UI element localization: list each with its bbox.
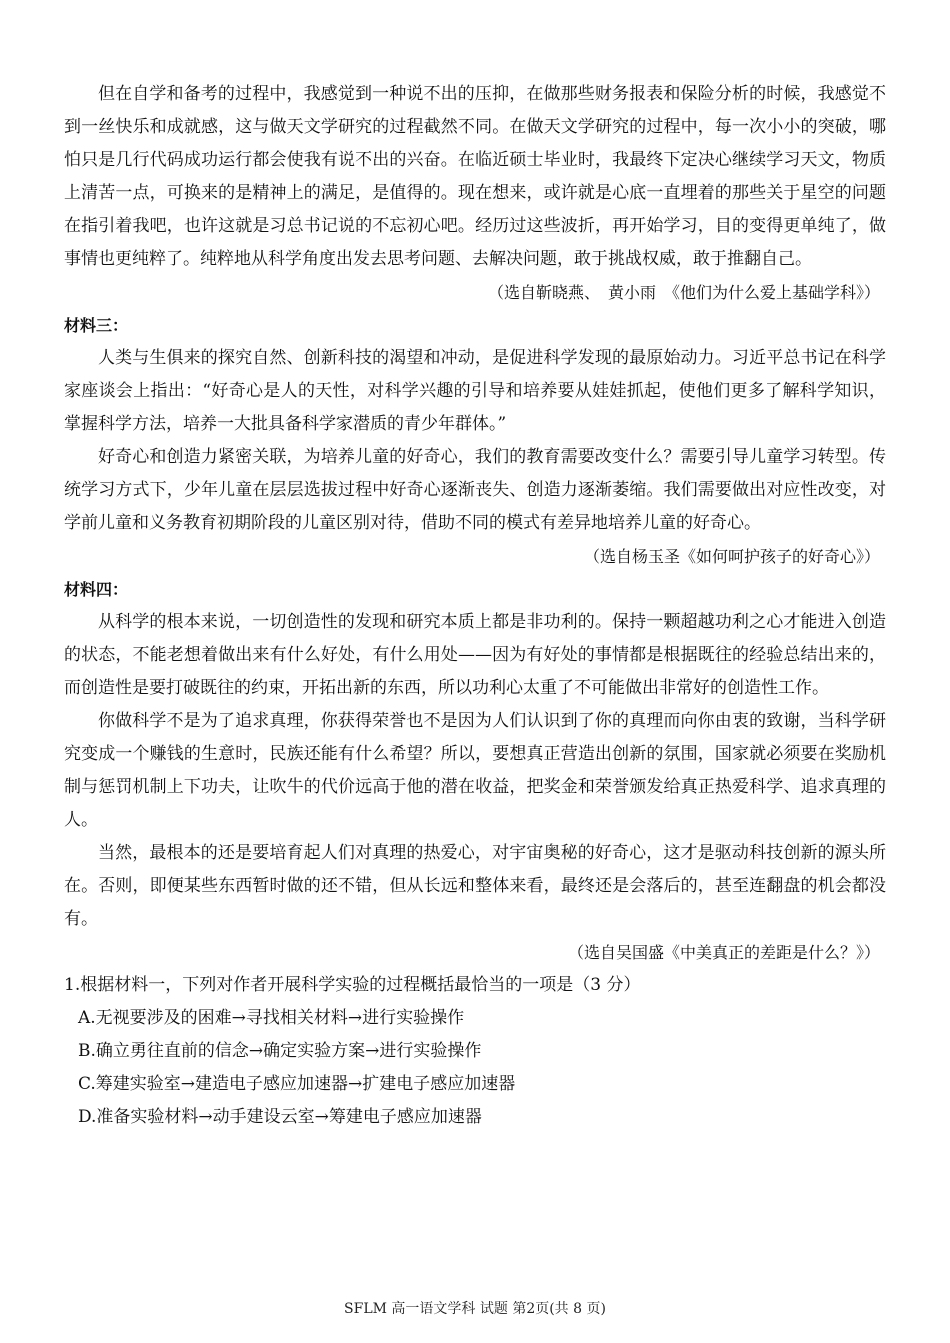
material3-heading: 材料三：	[64, 316, 129, 335]
material3-paragraph-2: 好奇心和创造力紧密关联，为培养儿童的好奇心，我们的教育需要改变什么？需要引导儿童学习转型。传统学习方式下，少年儿童在层层选拔过程中好奇心逐渐丧失、创造力逐渐萎缩。我们需要做出对应性改变，对学前儿童和义务教育初期阶段的儿童区别对待，借助不同的模式有差异地培养儿童的好奇心。	[64, 447, 886, 533]
page-footer: SFLM 高一语文学科 试题 第2页(共 8 页)	[344, 1301, 606, 1317]
material2-source: （选自靳晓燕、 黄小雨 《他们为什么爱上基础学科》）	[487, 283, 880, 302]
exam-page	[64, 78, 886, 1134]
material4-heading: 材料四：	[64, 580, 129, 599]
question-1-option-d: D.准备实验材料→动手建设云室→筹建电子感应加速器	[78, 1107, 482, 1127]
question-1-option-a: A.无视要涉及的困难→寻找相关材料→进行实验操作	[78, 1008, 465, 1028]
question-1-option-b: B.确立勇往直前的信念→确定实验方案→进行实验操作	[78, 1041, 482, 1061]
material4-source: （选自吴国盛《中美真正的差距是什么？》）	[567, 943, 880, 962]
material2-paragraph-1: 但在自学和备考的过程中，我感觉到一种说不出的压抑，在做那些财务报表和保险分析的时候，我感觉不到一丝快乐和成就感，这与做天文学研究的过程截然不同。在做天文学研究的过程中，每一次小小的突破，哪怕只是几行代码成功运行都会使我有说不出的兴奋。在临近硕士毕业时，我最终下定决心继续学习天文，物质上清苦一点，可换来的是精神上的满足，是值得的。现在想来，或许就是心底一直埋着的那些关于星空的问题在指引着我吧，也许这就是习总书记说的不忘初心吧。经历过这些波折，再开始学习，目的变得更单纯了，做事情也更纯粹了。纯粹地从科学角度出发去思考问题、去解决问题，敢于挑战权威，敢于推翻自己。	[64, 84, 886, 269]
material4-paragraph-1: 从科学的根本来说，一切创造性的发现和研究本质上都是非功利的。保持一颗超越功利之心才能进入创造的状态，不能老想着做出来有什么好处，有什么用处——因为有好处的事情都是根据既往的经验总结出来的，而创造性是要打破既往的约束，开拓出新的东西，所以功利心太重了不可能做出非常好的创造性工作。	[64, 612, 886, 698]
material3-source: （选自杨玉圣《如何呵护孩子的好奇心》）	[583, 547, 880, 566]
question-1-option-c: C.筹建实验室→建造电子感应加速器→扩建电子感应加速器	[78, 1074, 516, 1094]
material4-paragraph-3: 当然，最根本的还是要培育起人们对真理的热爱心，对宇宙奥秘的好奇心，这才是驱动科技创新的源头所在。否则，即便某些东西暂时做的还不错，但从长远和整体来看，最终还是会落后的，甚至连翻盘的机会都没有。	[64, 843, 886, 929]
material4-paragraph-2: 你做科学不是为了追求真理，你获得荣誉也不是因为人们认识到了你的真理而向你由衷的致谢，当科学研究变成一个赚钱的生意时，民族还能有什么希望？所以，要想真正营造出创新的氛围，国家就必须要在奖励机制与惩罚机制上下功夫，让吹牛的代价远高于他的潜在收益，把奖金和荣誉颁发给真正热爱科学、追求真理的人。	[64, 711, 886, 830]
material3-paragraph-1: 人类与生俱来的探究自然、创新科技的渴望和冲动，是促进科学发现的最原始动力。习近平总书记在科学家座谈会上指出：“好奇心是人的天性，对科学兴趣的引导和培养要从娃娃抓起，使他们更多了解科学知识，掌握科学方法，培养一大批具备科学家潜质的青少年群体。”	[64, 348, 886, 434]
question-1-stem: 1.根据材料一，下列对作者开展科学实验的过程概括最恰当的一项是（3 分）	[64, 975, 641, 995]
